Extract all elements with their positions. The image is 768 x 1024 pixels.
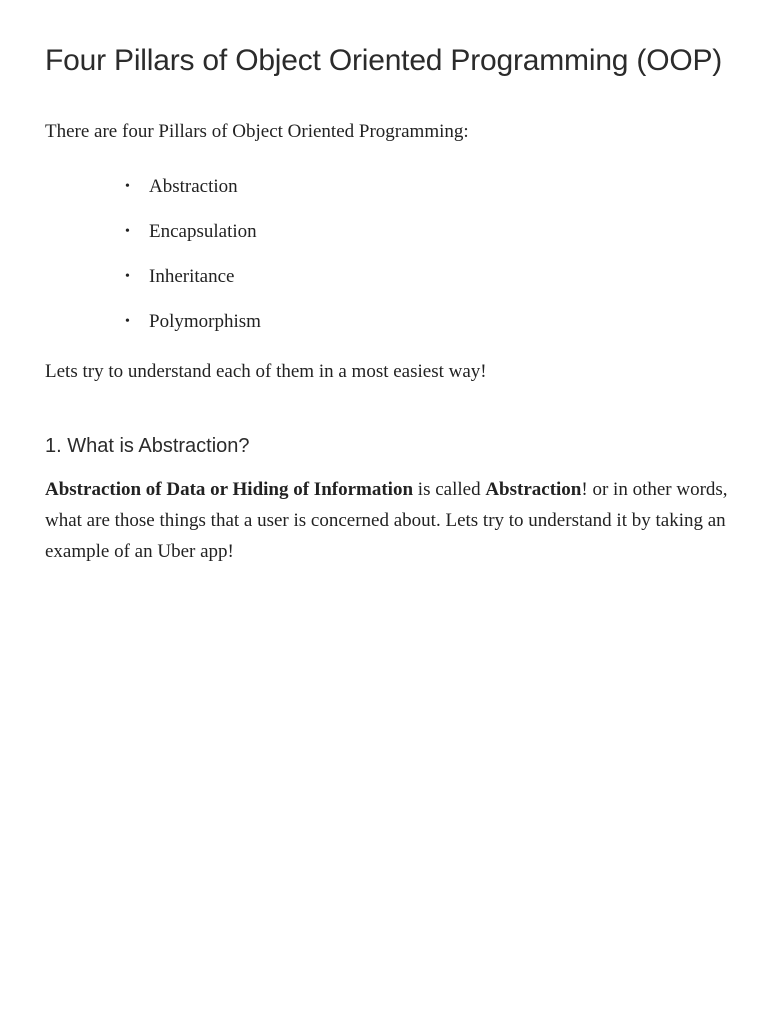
- list-item-label: Abstraction: [149, 176, 238, 197]
- text-is-called: is called: [413, 479, 486, 500]
- list-item: [123, 309, 735, 335]
- bold-phrase: Abstraction of Data or Hiding of Information: [45, 479, 414, 500]
- list-item: [123, 174, 735, 200]
- list-item-label: Encapsulation: [149, 221, 257, 242]
- lets-try-paragraph: Lets try to understand each of them in a most easiest way!: [45, 361, 487, 382]
- list-item-label: Polymorphism: [149, 311, 261, 332]
- pillars-list: [45, 174, 735, 335]
- list-item-label: Inheritance: [149, 266, 235, 287]
- abstraction-paragraph: [45, 474, 735, 567]
- bullet-icon: •: [125, 179, 130, 194]
- list-item: [123, 264, 735, 290]
- list-item: [123, 219, 735, 245]
- page-title: Four Pillars of Object Oriented Programming (OOP): [45, 44, 723, 77]
- bullet-icon: •: [125, 314, 130, 329]
- intro-paragraph: There are four Pillars of Object Oriented Programming:: [45, 121, 469, 142]
- bullet-icon: •: [125, 224, 130, 239]
- bullet-icon: •: [125, 269, 130, 284]
- bold-term: Abstraction: [485, 479, 582, 500]
- section-heading-abstraction: 1. What is Abstraction?: [45, 435, 250, 457]
- article: [45, 42, 735, 567]
- text-rest: ! or in other words, what are those things that a user is concerned about. Lets try to understand it by taking an example of an Uber app!: [45, 479, 728, 562]
